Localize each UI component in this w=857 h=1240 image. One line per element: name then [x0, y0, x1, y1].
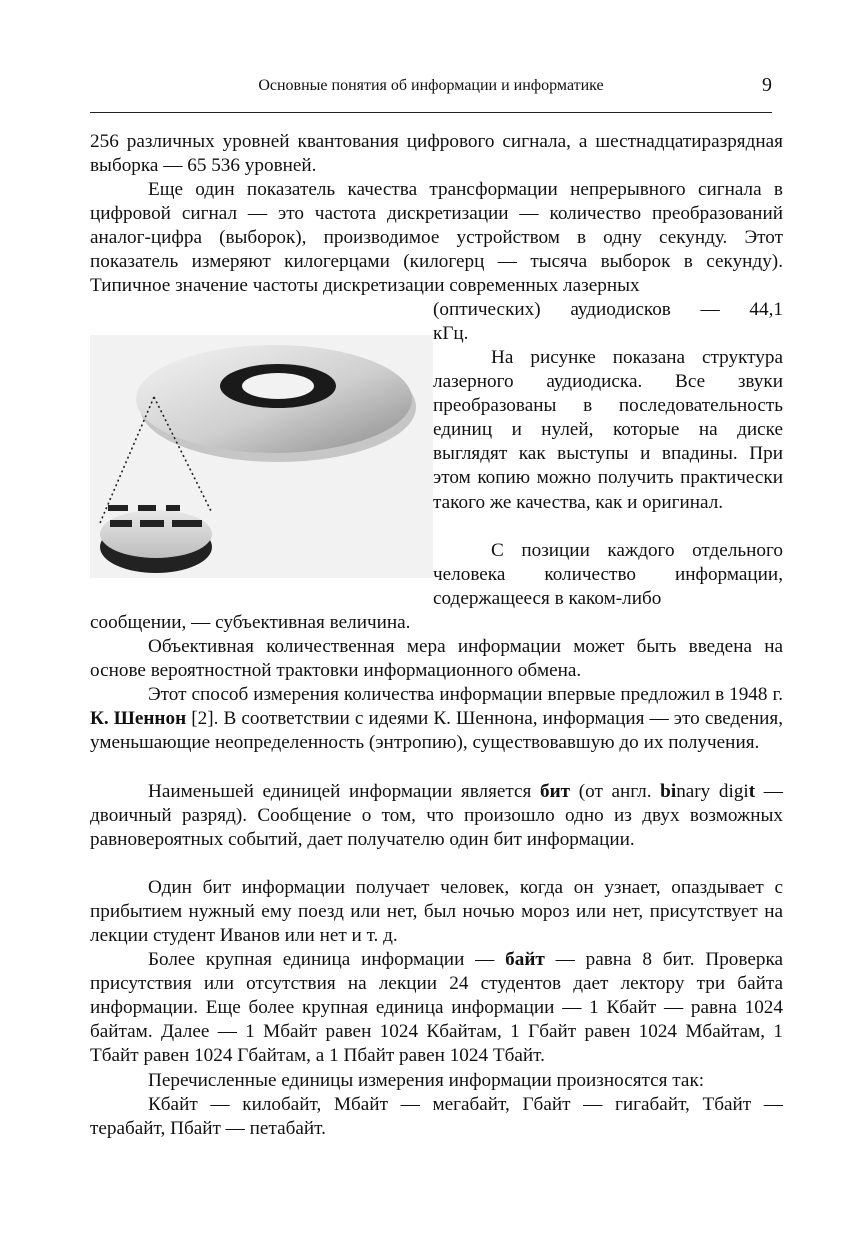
paragraph-6 [90, 683, 783, 755]
paragraph-3: На рисунке показана структура лазерного аудиодиска. Все звуки преобразованы в последовательность единиц и нулей, которые на диске выглядят как выступы и впадины. При этом копию можно получить практически такого же качества, как и оригинал. [433, 347, 783, 513]
binary-nary-digi: nary digi [676, 781, 749, 802]
paragraph-10: Перечисленные единицы измерения информации произносятся так: [148, 1070, 705, 1091]
paragraph-4: С позиции каждого отдельного человека количество информации, содержащееся в каком-либо [433, 540, 783, 610]
pit-2 [138, 505, 156, 511]
binary-t: t [748, 781, 756, 802]
shannon-name: К. Шеннон [90, 708, 187, 730]
audio-disc-illustration [90, 335, 433, 578]
paragraph-6-end: [2]. В соответствии с идеями К. Шеннона, информация — это сведения, уменьшающие неопределенность (энтропию), существовавшую до их получения. [90, 708, 783, 754]
page-number: 9 [762, 74, 772, 96]
pit-3 [166, 505, 180, 511]
term-bit: бит [540, 781, 571, 802]
paragraph-2: Еще один показатель качества трансформации непрерывного сигнала в цифровой сигнал — это частота дискретизации — количество преобразований аналог-цифра (выборок), производимое устройством в одну секунду. Этот показатель измеряют килогерцами (килогерц — тысяча выборок в секунду). Типичное значение частоты дискретизации современных лазерных [90, 179, 783, 297]
paragraph-9-start: Более крупная единица информации — [148, 949, 506, 970]
paragraph-11: Кбайт — килобайт, Мбайт — мегабайт, Гбайт — гигабайт, Тбайт — терабайт, Пбайт — петабайт. [90, 1094, 783, 1140]
running-title: Основные понятия об информации и информатике [258, 77, 604, 94]
paragraph-9 [90, 948, 783, 1068]
pit-5 [140, 520, 164, 527]
disc-fragment [100, 510, 212, 558]
paragraph-5: Объективная количественная мера информации может быть введена на основе вероятностной трактовки информационного обмена. [90, 636, 783, 682]
paragraph-1: 256 различных уровней квантования цифрового сигнала, а шестнадцатиразрядная выборка — 65 536 уровней. [90, 131, 783, 177]
zoom-line-left [100, 397, 154, 523]
pit-1 [108, 505, 128, 511]
paragraph-7-end: — двоичный разряд). Сообщение о том, что произошло одно из двух возможных равновероятных событий, дает получателю один бит информации. [90, 781, 783, 851]
pit-4 [110, 520, 132, 527]
binary-bi: bi [660, 781, 677, 802]
paragraph-9-end: — равна 8 бит. Проверка присутствия или отсутствия на лекции 24 студентов дает лектору три байта информации. Еще более крупная единица информации — 1 Кбайт — равна 1024 байтам. Далее — 1 Мбайт равен 1024 Кбайтам, 1 Гбайт равен 1024 Мбайтам, 1 Тбайт равен 1024 Гбайтам, а 1 Пбайт равен 1024 Тбайт. [90, 949, 783, 1067]
paragraph-2-right-line-1: (оптических) аудиодисков — 44,1 [433, 299, 783, 320]
paragraph-7-start: Наименьшей единицей информации является [148, 781, 541, 802]
paragraph-4-end: сообщении, — субъективная величина. [90, 612, 411, 633]
pit-6 [172, 520, 202, 527]
disc-hole [242, 373, 314, 399]
paragraph-2-right-line-2: кГц. [433, 323, 469, 344]
paragraph-8: Один бит информации получает человек, когда он узнает, опаздывает с прибытием нужный ему поезд или нет, был ночью мороз или нет, присутствует на лекции студент Иванов или нет и т. д. [90, 877, 783, 947]
term-byte: байт [505, 949, 545, 970]
paragraph-7-mid: (от англ. [570, 781, 661, 802]
running-header [90, 72, 772, 113]
audio-disc-figure [90, 335, 433, 578]
paragraph-7 [90, 780, 783, 852]
paragraph-6-start: Этот способ измерения количества информации впервые предложил в 1948 г. [148, 684, 783, 705]
